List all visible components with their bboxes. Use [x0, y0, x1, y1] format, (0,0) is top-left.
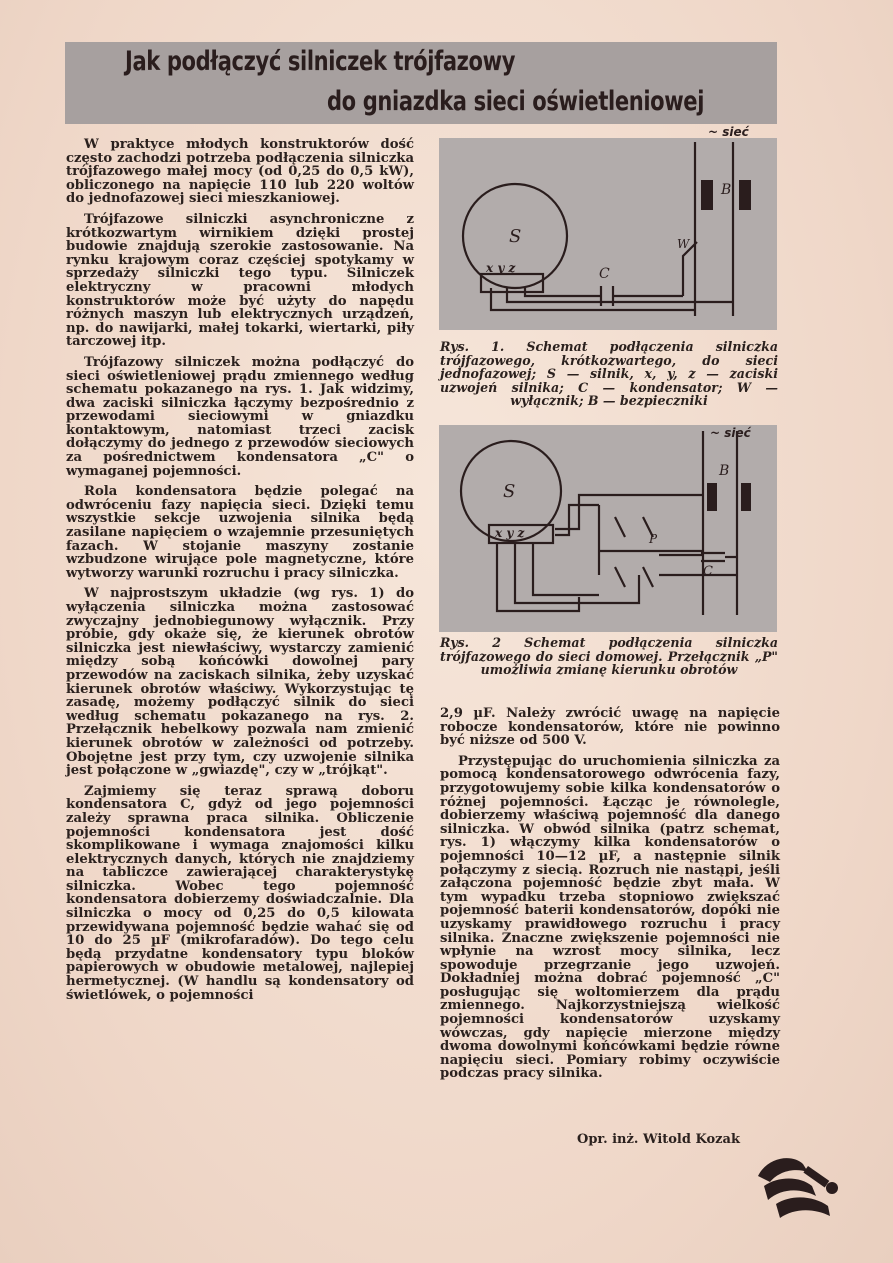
terminal-labels-2: x y z — [495, 526, 525, 540]
siec-label-1: ~ sieć — [708, 125, 749, 139]
figure-2-drawing — [439, 425, 777, 632]
figure-1-schematic — [439, 138, 777, 330]
fuse-label: B — [721, 182, 732, 198]
paragraph: Trójfazowy silniczek można podłączyć do sieci oświetleniowej prądu zmiennego według schematu pokazanego na rys. 1. Jak widzimy, dwa zaciski silniczka łączymy bezpośrednio z przewodami sieciowymi w gniazdku kontaktowym, natomiast trzeci zacisk dołączymy do jednego z przewodów sieciowych za pośrednictwem kondensatora „C" o wymaganej pojemności. — [66, 354, 414, 479]
siec-label-2: ~ sieć — [710, 426, 751, 440]
capacitor-label-2: C — [703, 564, 713, 579]
paragraph: W najprostszym układzie (wg rys. 1) do wyłączenia silniczka można zastosować zwyczajny jednobiegunowy wyłącznik. Przy próbie, gdy okaże się, że kierunek obrotów silniczka jest niewłaściwy, wystarczy zamienić między sobą końcówki dowolnej pary przewodów na zaciskach silnika, żeby uzyskać kierunek obrotów właściwy. Wykorzystując tę zasadę, możemy podłączyć silnik do sieci według schematu pokazanego na rys. 2. Przełącznik hebelkowy pozwala nam zmienić kierunek obrotów w zależności od potrzeby. Obojętne jest przy tym, czy uzwojenie silnika jest połączone w „gwiazdę", czy w „trójkąt". — [66, 586, 414, 779]
capacitor-label: C — [599, 266, 610, 282]
paragraph: Rola kondensatora będzie polegać na odwróceniu fazy napięcia sieci. Dzięki temu wszystkie sekcje uzwojenia silnika będą zasilane napięciem o wzajemnie przesuniętych fazach. W stojanie maszyny zostanie wzbudzone wirujące pole magnetyczne, które wytworzy warunki rozruchu i pracy silniczka. — [66, 484, 414, 581]
paragraph: Zajmiemy się teraz sprawą doboru kondensatora C, gdyż od jego pojemności zależy sprawna praca silnika. Obliczenie pojemności kondensatora jest dość skomplikowane i wymaga znajomości kilku elektrycznych danych, których nie znajdziemy na tabliczce zawierającej charakterystykę silniczka. Wobec tego pojemność kondensatora dobierzemy doświadczalnie. Dla silniczka o mocy od 0,25 do 0,5 kilowata przewidywana pojemność będzie wahać się od 10 do 25 µF (mikrofaradów). Do tego celu będą przydatne kondensatory typu bloków papierowych w obudowie metalowej, najlepiej hermetycznej. (W handlu są kondensatory od świetlówek, o pojemności — [66, 783, 414, 1003]
terminal-labels: x y z — [486, 261, 516, 275]
fuse-label-2: B — [719, 463, 730, 479]
motor-label-2: S — [503, 481, 516, 502]
paragraph: Przystępując do uruchomienia silniczka za pomocą kondensatorowego odwrócenia fazy, przygotowujemy sobie kilka kondensatorów o różnej pojemności. Łącząc je równolegle, dobierzemy właściwą pojemność dla danego silniczka. W obwód silnika (patrz schemat, rys. 1) włączymy kilka kondensatorów o pojemności 10—12 µF, a następnie silnik połączymy z siecią. Rozruch nie nastąpi, jeśli załączona pojemność będzie zbyt mała. W tym wypadku trzeba stopniowo zwiększać pojemność baterii kondensatorów, dopóki nie uzyskamy prawidłowego rozruchu i pracy silnika. Znaczne zwiększenie pojemności nie wpłynie na wzrost mocy silnika, lecz spowoduje przegrzanie jego uzwojeń. Dokładniej można dobrać pojemność „C" posługując się woltomierzem dla prądu zmiennego. Najkorzystniejszą wielkość pojemności kondensatorów uzyskamy wówczas, gdy napięcie mierzone między dwoma dowolnymi końcówkami będzie równe napięciu sieci. Pomiary robimy oczywiście podczas pracy silnika. — [440, 753, 780, 1082]
title-line-1: Jak podłączyć silniczek trójfazowy — [125, 46, 516, 77]
paragraph: W praktyce młodych konstruktorów dość często zachodzi potrzeba podłączenia silniczka trójfazowego małej mocy (od 0,25 do 0,5 kW), obliczonego na napięcie 110 lub 220 woltów do jednofazowej sieci mieszkaniowej. — [66, 137, 414, 207]
paragraph: 2,9 µF. Należy zwrócić uwagę na napięcie robocze kondensatorów, które nie powinno być niższe od 500 V. — [440, 706, 780, 749]
title-line-2: do gniazdka sieci oświetleniowej — [327, 86, 705, 117]
changeover-label: P — [649, 532, 658, 546]
author-signature: Opr. inż. Witold Kozak — [577, 1132, 740, 1147]
paragraph: Trójfazowe silniczki asynchroniczne z krótkozwartym wirnikiem dzięki prostej budowie znajdują szerokie zastosowanie. Na rynku krajowym coraz częściej spotykamy w sprzedaży silniczki tego typu. Silniczek elektryczny w pracowni młodych konstruktorów może być użyty do napędu różnych maszyn lub elektrycznych urządzeń, np. do nawijarki, małej tokarki, wiertarki, piły tarczowej itp. — [66, 211, 414, 350]
figure-2-schematic — [439, 425, 777, 632]
figure-1-drawing — [439, 138, 777, 330]
switch-label: W — [677, 237, 690, 251]
motor-label: S — [509, 226, 522, 247]
hands-tools-logo-icon — [748, 1146, 848, 1226]
figure-1-caption: Rys. 1. Schemat podłączenia silniczka trójfazowego, krótkozwartego, do sieci jednofazowej; S — silnik, x, y, z — zaciski uzwojeń silnika; C — kondensator; W — wyłącznik; B — bezpieczniki — [440, 339, 778, 409]
article-left-column — [66, 138, 414, 1009]
figure-2-caption: Rys. 2 Schemat podłączenia silniczka trójfazowego do sieci domowej. Przełącznik „P" umożliwia zmianę kierunku obrotów — [440, 635, 778, 678]
article-right-column — [440, 707, 780, 1088]
